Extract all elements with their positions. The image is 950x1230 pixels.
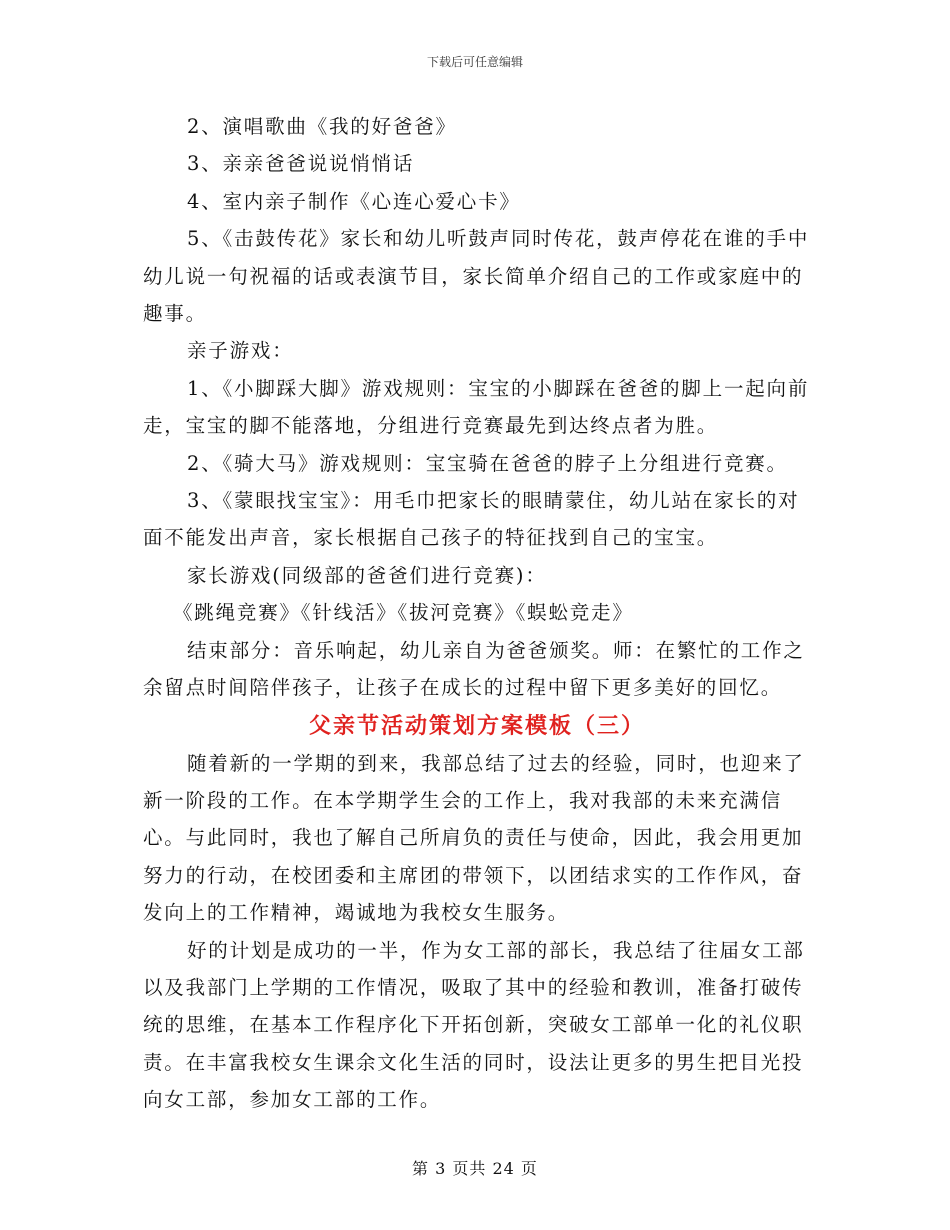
game-item-2: 2、《骑大马》游戏规则：宝宝骑在爸爸的脖子上分组进行竞赛。 [187,451,788,475]
paragraph-item-3: 3、亲亲爸爸说说悄悄话 [187,152,415,176]
section-title: 父亲节活动策划方案模板（三） [308,712,645,739]
parent-child-games-heading: 亲子游戏： [187,339,294,363]
document-body [143,108,811,1119]
game-item-3: 3、《蒙眼找宝宝》：用毛巾把家长的眼睛蒙住，幼儿站在家长的对面不能发出声音，家长根据自己孩子的特征找到自己的宝宝。 [143,489,800,550]
section-paragraph-1: 随着新的一学期的到来，我部总结了过去的经验，同时，也迎来了新一阶段的工作。在本学期学生会的工作上，我对我部的未来充满信心。与此同时，我也了解自己所肩负的责任与使命，因此，我会用更加努力的行动，在校团委和主席团的带领下，以团结求实的工作作风，奋发向上的工作精神，竭诚地为我校女生服务。 [143,751,805,925]
paragraph-item-5: 5、《击鼓传花》家长和幼儿听鼓声同时传花，鼓声停花在谁的手中幼儿说一句祝福的话或表演节目，家长简单介绍自己的工作或家庭中的趣事。 [143,227,810,326]
parent-games-heading: 家长游戏(同级部的爸爸们进行竞赛)： [187,563,547,587]
paragraph-item-2: 2、演唱歌曲《我的好爸爸》 [187,115,457,138]
section-paragraph-2: 好的计划是成功的一半，作为女工部的部长，我总结了往届女工部以及我部门上学期的工作情况，吸取了其中的经验和教训，准备打破传统的思维，在基本工作程序化下开拓创新，突破女工部单一化的礼仪职责。在丰富我校女生课余文化生活的同时，设法让更多的男生把目光投向女工部，参加女工部的工作。 [143,938,805,1112]
parent-games-list: 《跳绳竞赛》《针线活》《拔河竞赛》《蜈蚣竞走》 [173,601,634,625]
page-footer: 第 3 页共 24 页 [412,1159,538,1178]
page-header: 下载后可任意编辑 [426,55,523,69]
paragraph-item-4: 4、室内亲子制作《心连心爱心卡》 [187,189,521,213]
game-item-1: 1、《小脚踩大脚》游戏规则：宝宝的小脚踩在爸爸的脚上一起向前走，宝宝的脚不能落地，分组进行竞赛最先到达终点者为胜。 [143,376,810,438]
closing-paragraph: 结束部分：音乐响起，幼儿亲自为爸爸颁奖。师：在繁忙的工作之余留点时间陪伴孩子，让孩子在成长的过程中留下更多美好的回忆。 [143,638,805,700]
